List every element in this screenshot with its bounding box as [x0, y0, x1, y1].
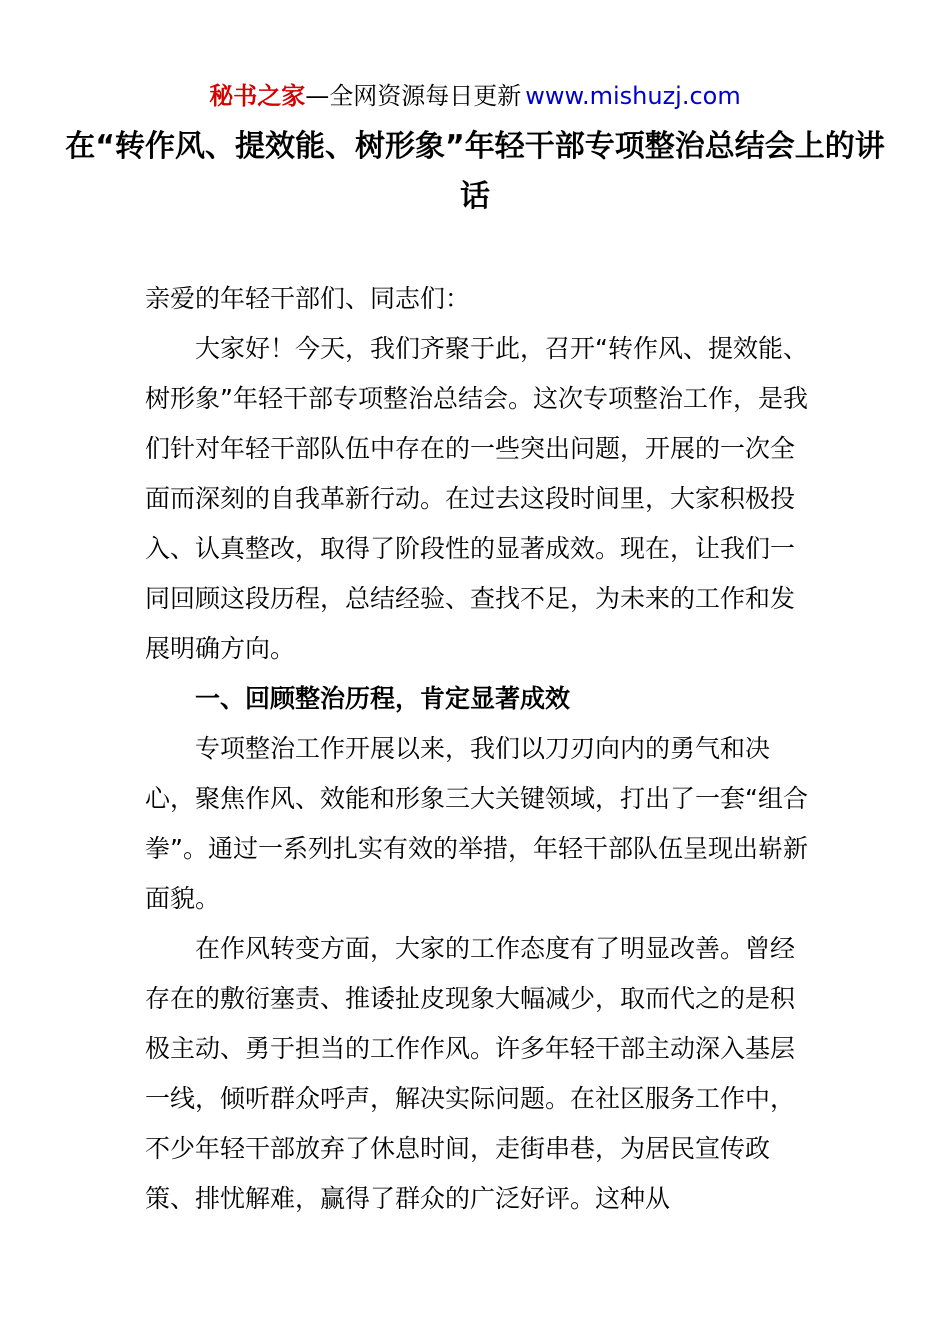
brand-name: 秘书之家 — [209, 82, 306, 110]
paragraph-style-change: 在作风转变方面，大家的工作态度有了明显改善。曾经存在的敷衍塞责、推诿扯皮现象大幅减少，取而代之的是积极主动、勇于担当的工作作风。许多年轻干部主动深入基层一线，倾听群众呼声，解决实际问题。在社区服务工作中，不少年轻干部放弃了休息时间，走街串巷，为居民宣传政策、排忧解难，赢得了群众的广泛好评。这种从 — [145, 934, 796, 1213]
salutation: 亲爱的年轻干部们、同志们： — [145, 284, 471, 313]
site-url[interactable]: www.mishuzj.com — [525, 82, 741, 110]
document-body — [145, 274, 810, 1224]
paragraph-overview: 专项整治工作开展以来，我们以刀刃向内的勇气和决心，聚焦作风、效能和形象三大关键领域，打出了一套“组合拳”。通过一系列扎实有效的举措，年轻干部队伍呈现出崭新面貌。 — [145, 734, 808, 913]
paragraph-opening: 大家好！今天，我们齐聚于此，召开“转作风、提效能、树形象”年轻干部专项整治总结会。这次专项整治工作，是我们针对年轻干部队伍中存在的一些突出问题，开展的一次全面而深刻的自我革新行动。在过去这段时间里，大家积极投入、认真整改，取得了阶段性的显著成效。现在，让我们一同回顾这段历程，总结经验、查找不足，为未来的工作和发展明确方向。 — [145, 334, 808, 663]
document-title: 在“转作风、提效能、树形象”年轻干部专项整治总结会上的讲话 — [65, 129, 885, 214]
section-heading: 一、回顾整治历程，肯定显著成效 — [195, 684, 571, 713]
site-header — [0, 80, 950, 112]
header-tagline: —全网资源每日更新 — [305, 82, 522, 110]
